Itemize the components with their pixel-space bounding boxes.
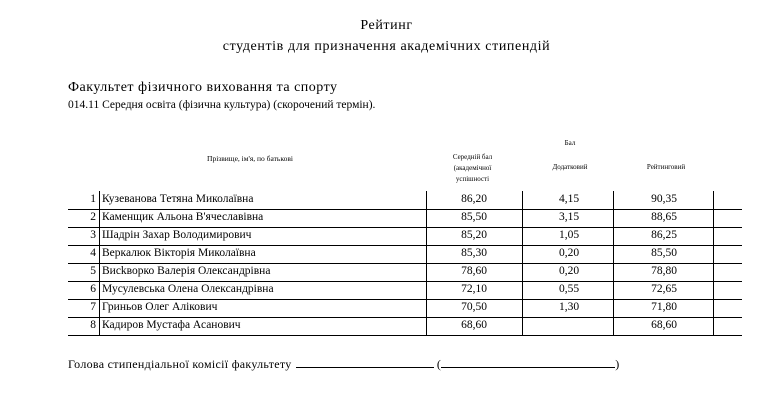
average-score: 68,60 [461,319,487,331]
rating-score: 86,25 [651,229,677,241]
row-number: 4 [90,247,96,259]
table-row [68,299,742,318]
additional-score: 0,20 [558,265,580,277]
student-name: Гриньов Олег Алікович [102,301,218,313]
header-name: Прізвище, ім'я, по батькові [207,154,293,163]
table-row [68,281,742,300]
rating-score: 90,35 [651,193,677,205]
additional-score: 4,15 [558,193,580,205]
table-row [68,209,742,228]
student-name: Шадрін Захар Володимирович [102,229,252,241]
student-name: Веркалюк Вікторія Миколаївна [102,247,256,259]
additional-score: 1,05 [558,229,580,241]
row-number: 5 [90,265,96,277]
average-score: 86,20 [461,193,487,205]
student-name: Кадиров Мустафа Асанович [102,319,241,331]
header-average [430,152,515,185]
row-number: 8 [90,319,96,331]
rating-score: 88,65 [651,211,677,223]
header-rating: Рейтинговий [646,163,686,171]
average-score: 85,30 [461,247,487,259]
rating-score: 78,80 [651,265,677,277]
header-ball: Бал [564,139,576,147]
header-average-line2: (академічної [453,164,492,172]
signature-label: Голова стипендіальної комісії факультету [68,357,292,371]
header-additional: Додатковий [552,163,588,171]
additional-score: 1,30 [558,301,580,313]
signature-line [68,355,620,372]
additional-score: 0,20 [558,247,580,259]
table-row [68,191,742,210]
row-number: 2 [90,211,96,223]
student-name: Висkворко Валерія Олександрівна [102,265,271,277]
header-average-line1: Середній бал [452,153,493,161]
average-score: 72,10 [461,283,487,295]
table-row [68,263,742,282]
header-average-line3: успішності [455,175,490,183]
rating-score: 72,65 [651,283,677,295]
average-score: 85,20 [461,229,487,241]
document-title: Рейтинг [360,18,413,33]
average-score: 78,60 [461,265,487,277]
rating-score: 85,50 [651,247,677,259]
rating-score: 68,60 [651,319,677,331]
row-number: 1 [90,193,96,205]
average-score: 70,50 [461,301,487,313]
document-subtitle: студентів для призначення академічних стипендій [222,39,551,54]
row-number: 7 [90,301,96,313]
specialty-name: 014.11 Середня освіта (фізична культура) (скорочений термін). [68,99,376,111]
paren-close: ) [615,357,620,371]
table-row [68,245,742,264]
rating-score: 71,80 [651,301,677,313]
name-blank [441,355,615,368]
faculty-name: Факультет фізичного виховання та спорту [68,80,338,95]
additional-score: 0,55 [558,283,580,295]
signature-blank [296,355,434,368]
student-name: Мусулевська Олена Олександрівна [102,283,274,295]
paren-open: ( [436,357,442,371]
row-number: 3 [90,229,96,241]
table-row [68,227,742,246]
average-score: 85,50 [461,211,487,223]
student-name: Кузеванова Тетяна Миколаївна [102,193,254,205]
row-number: 6 [90,283,96,295]
student-name: Каменщик Альона В'ячеславівна [102,211,264,223]
additional-score: 3,15 [558,211,580,223]
table-row [68,317,742,336]
